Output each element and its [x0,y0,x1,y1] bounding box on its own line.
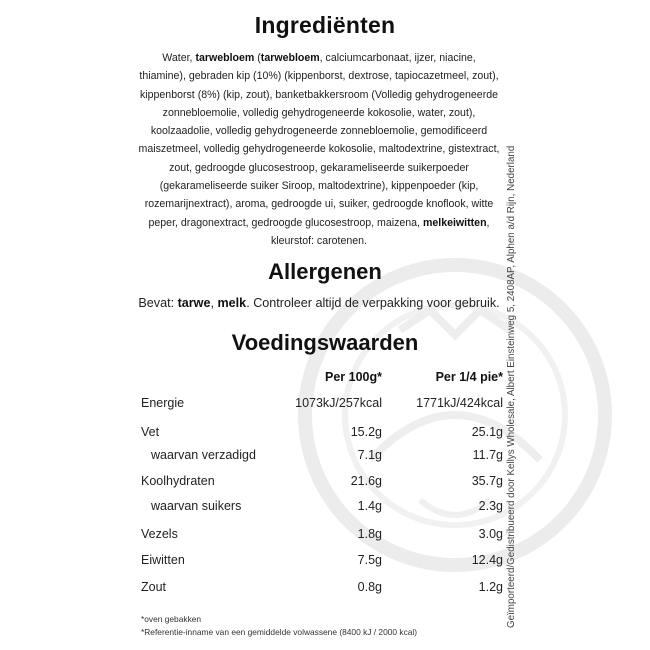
allergen-allergen-bold: tarwe [177,296,211,310]
ingredient-allergen-bold: tarwebloem [260,52,320,64]
value-per-100g: 15.2g [350,425,382,439]
ingredient-allergen-bold: melkeiwitten [422,216,487,229]
ingredient-allergen-bold: tarwebloem [195,52,255,64]
nutrition-table-header [0,370,650,390]
table-row [0,474,650,494]
ingredient-text: , kleurstof: carotenen. [271,216,490,247]
allergen-text: , [210,296,218,310]
value-per-100g: 0.8g [357,580,382,594]
table-row [0,425,650,445]
allergens-heading: Allergenen [268,259,382,284]
column-header-per-quarter-pie: Per 1/4 pie* [435,370,503,384]
table-row [0,448,650,468]
footnote-reference-intake: *Referentie-inname van een gemiddelde volwassene (8400 kJ / 2000 kcal) [141,627,418,637]
footnote-baked: *oven gebakken [141,614,202,624]
nutrient-label: Koolhydraten [141,474,215,488]
value-per-quarter-pie: 3.0g [478,527,503,541]
value-per-100g: 1073kJ/257kcal [295,396,382,410]
table-row [0,396,650,416]
value-per-quarter-pie: 1.2g [478,580,503,594]
allergen-text: . Controleer altijd de verpakking voor gebruik. [246,296,500,310]
column-header-per-100g: Per 100g* [325,370,382,384]
value-per-100g: 7.1g [357,448,382,462]
value-per-quarter-pie: 12.4g [471,553,503,567]
value-per-100g: 21.6g [350,474,382,488]
nutrient-label: Vet [141,425,160,439]
nutrient-label: waarvan verzadigd [151,448,256,462]
ingredients-heading: Ingrediënten [254,12,396,38]
nutrient-label: Eiwitten [141,553,185,567]
nutrient-label: Energie [141,396,185,410]
ingredient-text: , calciumcarbonaat, ijzer, niacine, thiamine), gebraden kip (10%) (kippenborst, dextrose, tapiocazetmeel, zout), kippenborst (8%) (kip, zout), banketbakkersroom (Volledig gehydrogeneerde zonnebloemolie, volledig gehydrogeneerde kokosolie, water, zout), koolzaadolie, volledig gehydrogeneerde zonnebloemolie, gemodificeerd maiszetmeel, volledig gehydrogeneerde kokosolie, maltodextrine, gistextract, zout, gedroogde glucosestroop, gekarameliseerde suikerpoeder (gekarameliseerde suiker Siroop, maltodextrine), kippenpoeder (kip, rozemarijnextract), aroma, gedroogde ui, suiker, gedroogde knoflook, witte peper, dragonextract, gedroogde glucosestroop, maizena, [138,52,500,229]
value-per-quarter-pie: 11.7g [472,448,503,462]
ingredient-text: Water, [162,52,196,64]
ingredients-text [138,49,500,250]
table-row [0,499,650,519]
table-row [0,580,650,600]
table-row [0,527,650,547]
nutrient-label: Vezels [141,527,178,541]
value-per-quarter-pie: 25.1g [471,425,503,439]
nutrient-label: Zout [141,580,167,594]
distributor-side-text: Geïmporteerd/Gedistribueerd door Kellys Wholesale, Albert Einsteinweg 5, 2408AP, Alphen a/d Rijn, Nederland [506,145,517,628]
value-per-quarter-pie: 1771kJ/424kcal [416,396,503,410]
allergen-text: Bevat: [138,296,178,310]
value-per-100g: 7.5g [357,553,382,567]
ingredient-text: ( [254,52,261,64]
nutrition-heading: Voedingswaarden [231,330,419,355]
allergen-allergen-bold: melk [217,296,247,310]
value-per-quarter-pie: 35.7g [471,474,503,488]
nutrient-label: waarvan suikers [151,499,242,513]
table-row [0,553,650,573]
allergens-text [128,294,510,313]
value-per-100g: 1.8g [357,527,382,541]
value-per-100g: 1.4g [357,499,382,513]
value-per-quarter-pie: 2.3g [478,499,503,513]
